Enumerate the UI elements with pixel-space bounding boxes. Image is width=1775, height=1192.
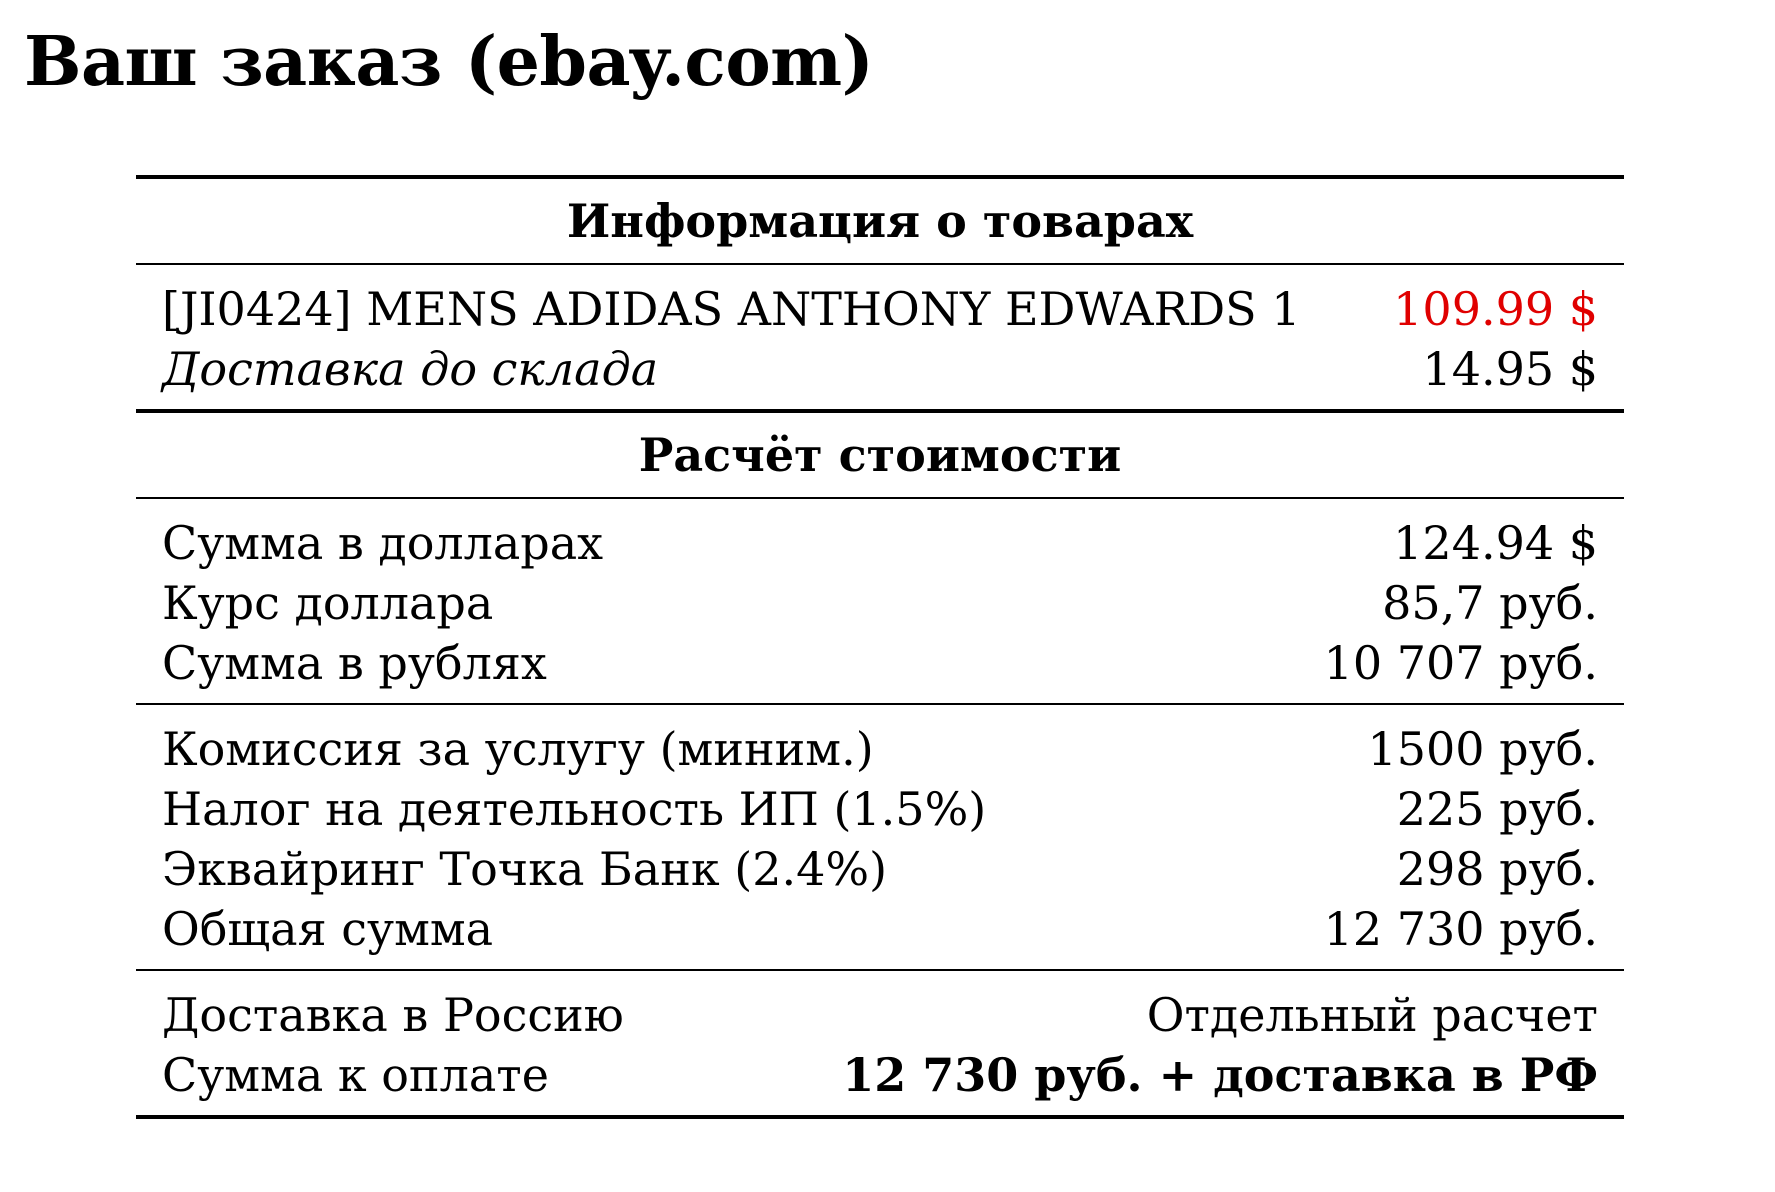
total-row [162, 899, 1598, 959]
acquiring-label: Эквайринг Точка Банк (2.4%) [162, 842, 888, 896]
sum-rub-row [162, 633, 1598, 693]
russia-shipping-value: Отдельный расчет [1146, 988, 1598, 1042]
service-fee-value: 1500 руб. [1367, 722, 1598, 776]
fees-group [136, 705, 1624, 969]
amount-due-value: 12 730 руб. + доставка в РФ [842, 1048, 1598, 1102]
warehouse-shipping-row [162, 339, 1598, 399]
sum-rub-label: Сумма в рублях [162, 636, 547, 690]
service-fee-row [162, 719, 1598, 779]
table-bottom-rule [136, 1115, 1624, 1119]
acquiring-value: 298 руб. [1396, 842, 1598, 896]
page-title: Ваш заказ (ebay.com) [24, 22, 874, 102]
goods-section-heading: Информация о товарах [566, 194, 1194, 248]
item-name: [JI0424] MENS ADIDAS ANTHONY EDWARDS 1 [162, 282, 1301, 336]
service-fee-label: Комиссия за услугу (миним.) [162, 722, 874, 776]
item-row [162, 279, 1598, 339]
russia-shipping-row [162, 985, 1598, 1045]
warehouse-shipping-label: Доставка до склада [162, 342, 659, 396]
amount-due-label: Сумма к оплате [162, 1048, 549, 1102]
tax-value: 225 руб. [1396, 782, 1598, 836]
goods-group [136, 265, 1624, 409]
acquiring-row [162, 839, 1598, 899]
conversion-group [136, 499, 1624, 703]
total-label: Общая сумма [162, 902, 494, 956]
total-value: 12 730 руб. [1323, 902, 1598, 956]
calculation-section-heading: Расчёт стоимости [638, 428, 1122, 482]
sum-usd-value: 124.94 $ [1393, 516, 1598, 570]
russia-shipping-label: Доставка в Россию [162, 988, 624, 1042]
order-table [136, 175, 1624, 1119]
tax-label: Налог на деятельность ИП (1.5%) [162, 782, 987, 836]
final-group [136, 971, 1624, 1115]
sum-usd-label: Сумма в долларах [162, 516, 604, 570]
amount-due-row [162, 1045, 1598, 1105]
sum-rub-value: 10 707 руб. [1323, 636, 1598, 690]
exchange-rate-value: 85,7 руб. [1382, 576, 1598, 630]
item-price: 109.99 $ [1393, 282, 1598, 336]
exchange-rate-label: Курс доллара [162, 576, 494, 630]
sum-usd-row [162, 513, 1598, 573]
tax-row [162, 779, 1598, 839]
warehouse-shipping-value: 14.95 $ [1422, 342, 1598, 396]
exchange-rate-row [162, 573, 1598, 633]
